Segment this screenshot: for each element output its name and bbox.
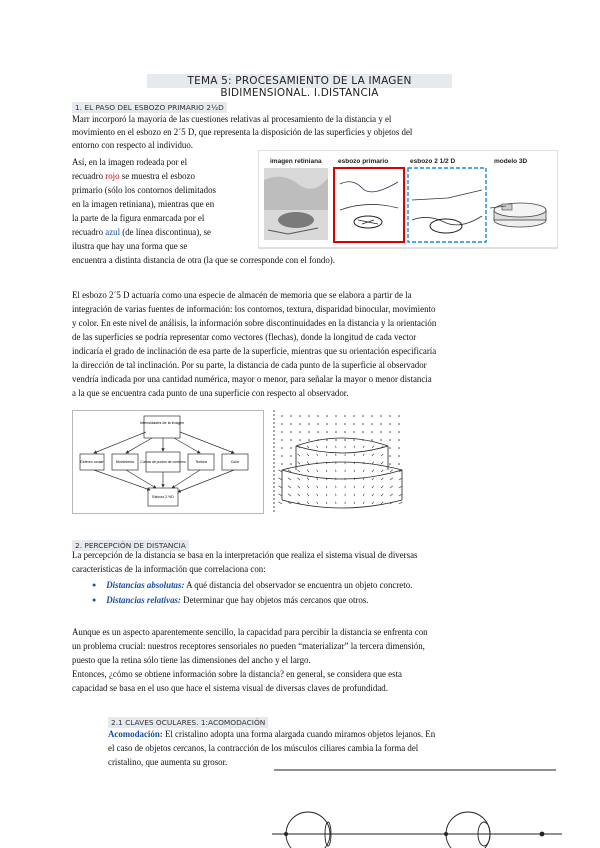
background-dot [290, 431, 292, 433]
surface-needle [288, 478, 291, 480]
background-dot [290, 455, 292, 457]
section-2-para-2-line-3: puesto que la retina sólo tiene las dimensiones del ancho y el largo. [72, 655, 311, 665]
surface-needle [372, 502, 374, 504]
box-contours-text: Curvas de puntos de contorno [140, 460, 186, 464]
section-1-para-2-line-3: primario (sólo los contornos delimitados [72, 185, 216, 195]
background-dot [344, 423, 346, 425]
background-dot [326, 439, 328, 441]
object-point [540, 832, 545, 837]
surface-needle [372, 454, 374, 456]
background-dot [317, 431, 319, 433]
surface-needle [297, 470, 300, 472]
surface-needle [307, 470, 309, 472]
surface-needle [372, 462, 374, 464]
surface-needle [381, 502, 383, 504]
section-2-1-line-1: Acomodación: El cristalino adopta una forma alargada cuando miramos objetos lejanos. En [108, 729, 436, 739]
background-dot [353, 431, 355, 433]
surface-needle [354, 502, 355, 504]
section-1-para-1-line-3: entorno con respecto al individuo. [72, 140, 194, 150]
box-stereo-text: Estéreo ocular [80, 460, 104, 464]
background-dot [290, 415, 292, 417]
section-1-para-3-line-4: de las superficies se podría representar como vectores (flechas), donde la longitud de cada vector [72, 332, 417, 342]
primal-sketch-red-box [334, 168, 404, 242]
marr-stages-figure [258, 150, 558, 250]
retina-point-near [444, 832, 448, 836]
dot-grid [281, 415, 400, 465]
surface-needle [381, 470, 383, 472]
background-dot [389, 463, 391, 465]
background-dot [398, 455, 400, 457]
surface-needle [354, 486, 355, 488]
surface-needle [326, 454, 327, 456]
background-dot [308, 423, 310, 425]
surface-needle [297, 478, 300, 480]
background-dot [290, 447, 292, 449]
section-1-para-2-line-5: la parte de la figura enmarcada por el [72, 213, 205, 223]
surface-needle [288, 494, 291, 496]
background-dot [335, 431, 337, 433]
surface-needle [399, 502, 402, 504]
surface-needle [297, 454, 300, 456]
background-dot [380, 423, 382, 425]
surface-needle [381, 462, 383, 464]
background-dot [380, 415, 382, 417]
background-dot [371, 423, 373, 425]
surface-needle [307, 454, 309, 456]
background-dot [299, 431, 301, 433]
background-dot [308, 415, 310, 417]
background-dot [344, 439, 346, 441]
surface-needle [363, 446, 364, 448]
retinal-image-object [278, 212, 314, 228]
surface-needle [317, 502, 318, 504]
background-dot [398, 431, 400, 433]
needle-diagram-figure [272, 408, 410, 516]
surface-needle [317, 486, 318, 488]
background-dot [281, 463, 283, 465]
surface-needle [317, 470, 318, 472]
background-dot [335, 439, 337, 441]
background-dot [281, 423, 283, 425]
surface-needle [307, 462, 309, 464]
surface-needle [307, 494, 309, 496]
surface-needle [278, 486, 282, 488]
section-2-para-2-line-5: capacidad se basa en el uso que hace el sistema visual de diversas claves de profundidad. [72, 683, 388, 693]
surface-needle [326, 486, 327, 488]
background-dot [308, 431, 310, 433]
background-dot [281, 415, 283, 417]
surface-needle [297, 494, 300, 496]
surface-needle [390, 478, 393, 480]
background-dot [398, 415, 400, 417]
section-1-para-2-line-2: recuadro rojo se muestra el esbozo [72, 171, 195, 181]
label-3d-model: modelo 3D [494, 158, 528, 165]
section-1-para-1-line-2: movimiento en el esbozo en 2´5 D, que representa la disposición de las superficies y objetos del [72, 127, 413, 137]
background-dot [281, 431, 283, 433]
section-2-heading: 2. PERCEPCIÓN DE DISTANCIA [72, 540, 189, 551]
box-image-intensities [144, 416, 180, 438]
background-dot [362, 415, 364, 417]
surface-needle [354, 494, 355, 496]
background-dot [380, 439, 382, 441]
section-1-para-2-line-4: en la imagen retiniana), mientras que en [72, 199, 215, 209]
background-dot [353, 439, 355, 441]
background-dot [326, 423, 328, 425]
surface-needle [326, 470, 327, 472]
surface-needle [307, 486, 309, 488]
surface-needle [381, 454, 383, 456]
surface-needle [372, 446, 374, 448]
box-color-text: Color [230, 460, 240, 464]
background-dot [398, 439, 400, 441]
background-dot [326, 415, 328, 417]
background-dot [344, 431, 346, 433]
surface-needle [288, 486, 291, 488]
surface-needle [317, 478, 318, 480]
background-dot [290, 423, 292, 425]
section-1-para-3-line-8: a la que se encuentra cada punto de una superficie con respecto al observador. [72, 388, 349, 398]
section-2-1-line-2: el caso de objetos cercanos, la contracción de los músculos ciliares cambia la forma del [108, 743, 419, 753]
background-dot [371, 439, 373, 441]
surface-needle [372, 486, 374, 488]
section-2-para-2-line-2: un problema crucial: nuestros receptores sensoriales no pueden “materializar” la tercera dimensión, [72, 641, 425, 651]
section-2-intro-line-2: características de la información que correlaciona con: [72, 564, 266, 574]
surface-needle [317, 446, 318, 448]
background-dot [398, 463, 400, 465]
3d-handle [502, 204, 512, 210]
surface-needle [354, 478, 355, 480]
processing-flow-diagram [72, 410, 264, 514]
surface-needle [278, 502, 282, 504]
section-2-1-heading: 2.1 CLAVES OCULARES. 1:ACOMODACIÓN [108, 717, 268, 728]
box-image-intensities-text: Intensidades de la imagen [139, 421, 185, 425]
background-dot [344, 415, 346, 417]
section-1-para-1-line-1: Marr incorporó la mayoría de las cuestiones relativas al procesamiento de la distancia y el [72, 114, 392, 124]
box-2-5d-sketch-text: Esbozo 2 ½D [152, 495, 174, 499]
section-1-para-2-line-7: ilustra que hay una forma que se [72, 241, 188, 251]
surface-needle [363, 486, 364, 488]
surface-needle [297, 486, 300, 488]
surface-needle [363, 494, 364, 496]
section-1-para-3-line-2: integración de varias fuentes de información: los contornos, textura, disparidad binocular, movimiento [72, 304, 436, 314]
label-primal-sketch: esbozo primario [338, 158, 389, 165]
section-1-para-3-line-5: indicaría el grado de inclinación de esa parte de la superficie, mientras que su orientación especificaría [72, 346, 437, 356]
list-item-absolute: ● Distancias absolutas: A qué distancia del observador se encuentra un objeto concreto. [92, 578, 412, 593]
surface-needle [372, 494, 374, 496]
retina-point-far [284, 832, 288, 836]
surface-needle [372, 470, 374, 472]
section-2-1-line-3: cristalino, que aumenta su grosor. [108, 757, 228, 767]
background-dot [389, 447, 391, 449]
background-dot [398, 447, 400, 449]
eye-near [446, 812, 490, 848]
surface-needle [372, 478, 374, 480]
surface-needle [278, 470, 282, 472]
surface-needle [317, 454, 318, 456]
surface-needle [317, 494, 318, 496]
background-dot [299, 415, 301, 417]
surface-needle [297, 462, 300, 464]
surface-needle [390, 494, 393, 496]
background-dot [389, 439, 391, 441]
surface-needle [363, 470, 364, 472]
background-dot [281, 439, 283, 441]
surface-needle [278, 494, 282, 496]
background-dot [380, 431, 382, 433]
box-motion-text: Movimiento [115, 460, 135, 464]
distance-types-list [92, 578, 412, 608]
background-dot [317, 423, 319, 425]
surface-needle [326, 494, 327, 496]
2-5d-blue-dashed-box [408, 168, 486, 242]
surface-needle [390, 486, 393, 488]
red-word: rojo [105, 171, 120, 181]
background-dot [353, 415, 355, 417]
background-dot [290, 439, 292, 441]
background-dot [299, 423, 301, 425]
surface-needle [307, 446, 309, 448]
section-1-para-2-line-1: Así, en la imagen rodeada por el [72, 157, 188, 167]
label-2-5d-sketch: esbozo 2 1/2 D [410, 158, 456, 165]
background-dot [317, 415, 319, 417]
section-2-para-2-line-4: Entonces, ¿cómo se obtiene información sobre la distancia? en general, se considera que esta [72, 669, 402, 679]
section-1-para-3-line-6: la dirección de tal inclinación. Por su parte, la distancia de cada punto de la superficie al observador [72, 360, 427, 370]
list-item-relative: ● Distancias relativas: Determinar que hay objetos más cercanos que otros. [92, 593, 412, 608]
box-texture-text: Textura [195, 460, 207, 464]
background-dot [281, 455, 283, 457]
page-title: TEMA 5: PROCESAMIENTO DE LA IMAGEN BIDIMENSIONAL. I.DISTANCIA [187, 75, 412, 99]
background-dot [335, 423, 337, 425]
section-2-para-2-line-1: Aunque es un aspecto aparentemente sencillo, la capacidad para percibir la distancia se enfrenta con [72, 627, 428, 637]
surface-needle [354, 446, 355, 448]
section-1-para-3-line-3: y color. En este nivel de análisis, la información sobre discontinuidades en la distancia y la orientación [72, 318, 437, 328]
surface-needle [381, 486, 383, 488]
background-dot [362, 423, 364, 425]
section-1-para-3-line-7: vendría indicada por una cantidad numérica, mayor o menor, para señalar la mayor o menor distancia [72, 374, 432, 384]
background-dot [290, 463, 292, 465]
background-dot [371, 415, 373, 417]
surface-needle [354, 454, 355, 456]
surface-needle [390, 470, 393, 472]
section-1-heading: 1. EL PASO DEL ESBOZO PRIMARIO 2½D [72, 102, 227, 113]
background-dot [362, 431, 364, 433]
surface-needle [381, 478, 383, 480]
background-dot [281, 447, 283, 449]
section-1-para-2-line-8: encuentra a distinta distancia de otra (la que se corresponde con el fondo). [72, 255, 335, 265]
surface-needle [307, 478, 309, 480]
label-retinal-image: imagen retiniana [270, 158, 322, 165]
surface-needle [381, 494, 383, 496]
eye-accommodation-figure [272, 764, 562, 848]
background-dot [326, 431, 328, 433]
background-dot [389, 423, 391, 425]
surface-needle [326, 502, 327, 504]
surface-needle [354, 470, 355, 472]
surface-needle [363, 502, 364, 504]
eye-far [286, 812, 330, 848]
surface-needle [363, 454, 364, 456]
background-dot [353, 423, 355, 425]
section-2-intro-line-1: La percepción de la distancia se basa en la interpretación que realiza el sistema visual de diversas [72, 550, 418, 560]
background-dot [335, 415, 337, 417]
background-dot [389, 431, 391, 433]
surface-needle [326, 446, 327, 448]
background-dot [299, 439, 301, 441]
background-dot [398, 423, 400, 425]
background-dot [389, 455, 391, 457]
background-dot [308, 439, 310, 441]
background-dot [389, 415, 391, 417]
background-dot [371, 431, 373, 433]
section-1-para-3-line-1: El esbozo 2´5 D actuaría como una especie de almacén de memoria que se elabora a partir de la [72, 290, 412, 300]
surface-needle [307, 502, 309, 504]
surface-needle [278, 478, 282, 480]
section-1-para-2-line-6: recuadro azul (de línea discontinua), se [72, 227, 212, 237]
blue-word: azul [105, 227, 121, 237]
